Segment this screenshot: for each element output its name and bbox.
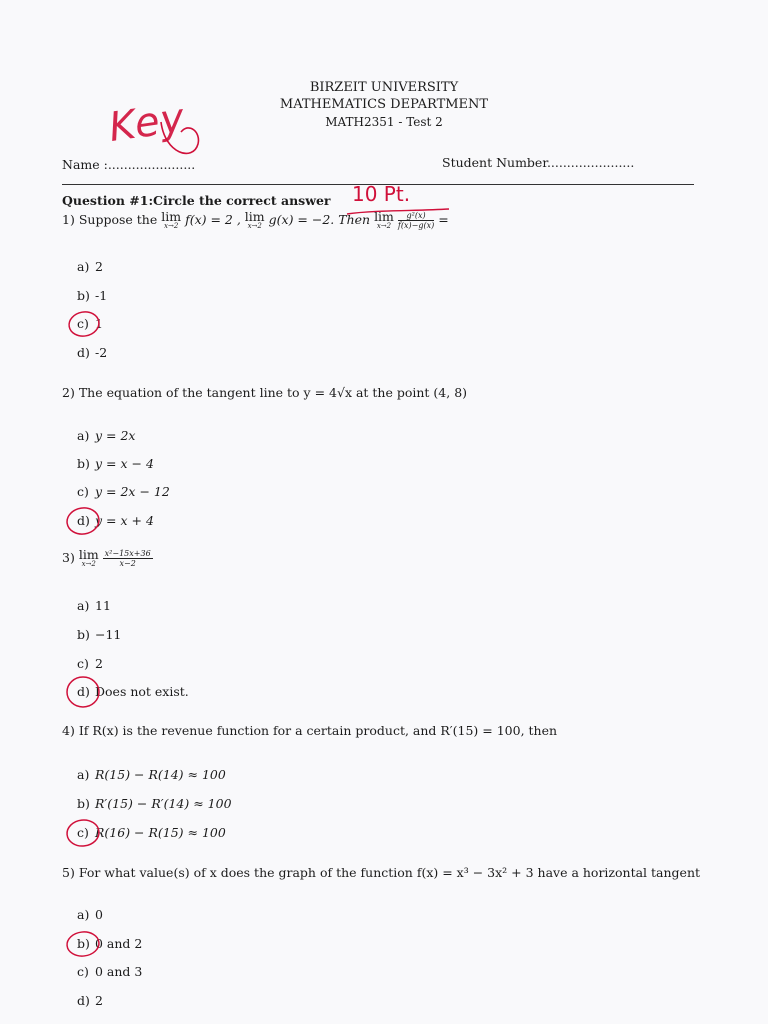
q4-option-b[interactable] bbox=[77, 796, 232, 811]
q1-option-d[interactable] bbox=[77, 345, 107, 360]
option-letter: b) bbox=[77, 456, 90, 471]
option-letter: c) bbox=[77, 825, 89, 840]
option-letter: d) bbox=[77, 684, 90, 699]
option-text: R(15) − R(14) ≈ 100 bbox=[95, 767, 226, 782]
q3-option-a[interactable] bbox=[77, 598, 111, 613]
q1-lim3-word: lim bbox=[374, 209, 394, 224]
option-text: 0 and 3 bbox=[95, 964, 143, 979]
q1-option-c[interactable] bbox=[77, 316, 103, 331]
option-text: R(16) − R(15) ≈ 100 bbox=[95, 825, 226, 840]
option-text: 11 bbox=[95, 598, 111, 613]
question-1 bbox=[62, 211, 449, 230]
option-text: y = x + 4 bbox=[95, 513, 154, 528]
q5-option-b[interactable] bbox=[77, 936, 142, 951]
option-letter: a) bbox=[77, 259, 90, 274]
q3-fraction bbox=[103, 549, 153, 568]
q1-frac-den: f(x)−g(x) bbox=[397, 221, 435, 230]
q1-option-a[interactable] bbox=[77, 259, 103, 274]
question-4 bbox=[62, 723, 557, 738]
option-text: 2 bbox=[95, 259, 103, 274]
q1-suffix: = bbox=[438, 212, 449, 227]
student-number-dots: ...................... bbox=[546, 155, 635, 170]
key-mark-text: Key bbox=[106, 94, 188, 152]
q3-option-b[interactable] bbox=[77, 627, 121, 642]
option-letter: c) bbox=[77, 656, 89, 671]
q2-number: 2) bbox=[62, 385, 75, 400]
q5-text: For what value(s) of x does the graph of the function f(x) = x³ − 3x² + 3 have a horizontal tangent bbox=[78, 865, 701, 880]
q3-frac-den: x−2 bbox=[119, 559, 136, 568]
q3-lim bbox=[79, 549, 99, 568]
q4-text: If R(x) is the revenue function for a certain product, and R′(15) = 100, then bbox=[78, 723, 558, 738]
q4-option-a[interactable] bbox=[77, 767, 226, 782]
q3-frac-num: x²−15x+36 bbox=[104, 549, 151, 558]
q5-option-d[interactable] bbox=[77, 993, 103, 1008]
question-2 bbox=[62, 385, 467, 400]
q5-number: 5) bbox=[62, 865, 75, 880]
option-letter: c) bbox=[77, 964, 89, 979]
option-letter: a) bbox=[77, 767, 90, 782]
question-5 bbox=[62, 865, 700, 880]
q1-number: 1) bbox=[62, 212, 75, 227]
question-heading: Question #1:Circle the correct answer bbox=[62, 193, 331, 208]
option-letter: b) bbox=[77, 796, 90, 811]
option-letter: a) bbox=[77, 907, 90, 922]
q3-lim-word: lim bbox=[78, 547, 99, 562]
q2-option-c[interactable] bbox=[77, 484, 170, 499]
department-name: MATHEMATICS DEPARTMENT bbox=[279, 97, 489, 112]
option-letter: a) bbox=[77, 428, 90, 443]
student-number-label: Student Number bbox=[442, 155, 547, 170]
option-text: y = 2x bbox=[95, 428, 136, 443]
q1-lim2-word: lim bbox=[244, 209, 265, 224]
q1-lim1-word: lim bbox=[161, 209, 182, 224]
q5-option-a[interactable] bbox=[77, 907, 103, 922]
q5-option-c[interactable] bbox=[77, 964, 142, 979]
course-title: MATH2351 - Test 2 bbox=[325, 115, 443, 129]
option-text: -1 bbox=[95, 288, 108, 303]
q1-prefix: Suppose the bbox=[78, 212, 158, 227]
option-text: 2 bbox=[95, 993, 103, 1008]
option-letter: d) bbox=[77, 345, 90, 360]
q2-option-d[interactable] bbox=[77, 513, 154, 528]
option-letter: b) bbox=[77, 288, 90, 303]
option-text: −11 bbox=[95, 627, 122, 642]
q1-fraction bbox=[398, 211, 434, 230]
q1-lim3 bbox=[374, 211, 394, 230]
option-text: 0 and 2 bbox=[95, 936, 143, 951]
option-letter: d) bbox=[77, 993, 90, 1008]
q2-option-a[interactable] bbox=[77, 428, 136, 443]
q1-lim2 bbox=[245, 211, 265, 230]
option-text: Does not exist. bbox=[95, 684, 189, 699]
q2-text: The equation of the tangent line to y = 4√x at the point (4, 8) bbox=[78, 385, 468, 400]
name-dots: ...................... bbox=[107, 157, 196, 172]
points-handwriting: 10 Pt. bbox=[352, 182, 411, 206]
option-letter: b) bbox=[77, 627, 90, 642]
name-label: Name : bbox=[62, 157, 108, 172]
q3-lim-sub: x→2 bbox=[81, 560, 96, 568]
university-name: BIRZEIT UNIVERSITY bbox=[309, 80, 459, 95]
question-3 bbox=[62, 549, 153, 568]
option-text: y = x − 4 bbox=[95, 456, 154, 471]
name-field bbox=[62, 157, 195, 172]
q3-option-d[interactable] bbox=[77, 684, 189, 699]
option-letter: a) bbox=[77, 598, 90, 613]
q1-lim1-sub: x→2 bbox=[164, 222, 179, 230]
q1-expr1: f(x) = 2 , bbox=[185, 212, 241, 227]
option-text: y = 2x − 12 bbox=[95, 484, 170, 499]
option-text: 0 bbox=[95, 907, 103, 922]
q1-lim2-sub: x→2 bbox=[247, 222, 262, 230]
option-text: 2 bbox=[95, 656, 103, 671]
option-text: R′(15) − R′(14) ≈ 100 bbox=[95, 796, 232, 811]
q1-option-b[interactable] bbox=[77, 288, 107, 303]
q4-option-c[interactable] bbox=[77, 825, 226, 840]
option-letter: c) bbox=[77, 316, 89, 331]
q1-lim3-sub: x→2 bbox=[376, 222, 392, 230]
option-letter: d) bbox=[77, 513, 90, 528]
q4-number: 4) bbox=[62, 723, 75, 738]
q1-frac-num: g²(x) bbox=[398, 211, 434, 221]
q1-expr2: g(x) = −2. Then bbox=[268, 212, 371, 227]
q1-lim1 bbox=[161, 211, 181, 230]
q3-option-c[interactable] bbox=[77, 656, 103, 671]
student-number-field bbox=[442, 155, 634, 170]
q2-option-b[interactable] bbox=[77, 456, 154, 471]
option-text: 1 bbox=[95, 316, 103, 331]
q3-number: 3) bbox=[62, 550, 75, 565]
option-letter: c) bbox=[77, 484, 89, 499]
option-letter: b) bbox=[77, 936, 90, 951]
option-text: -2 bbox=[95, 345, 108, 360]
